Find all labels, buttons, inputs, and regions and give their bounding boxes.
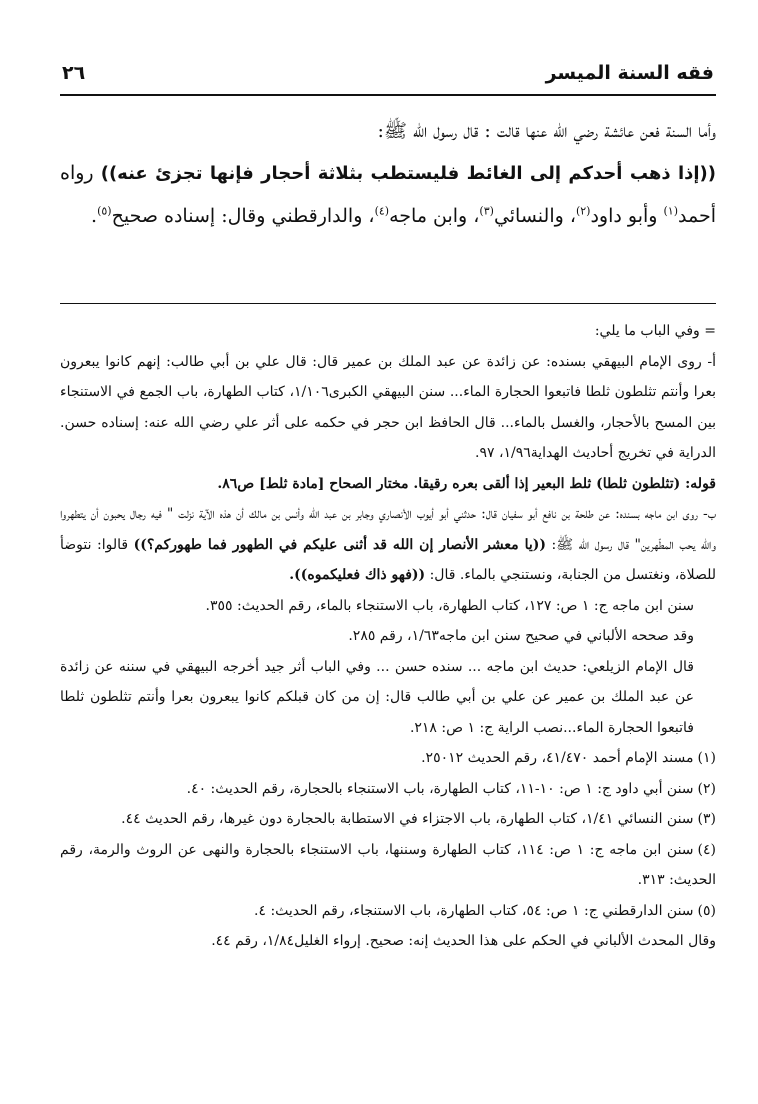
footnote-ref-3[interactable]: (٣) [479, 204, 494, 218]
footnote-ref-2[interactable]: (٢) [575, 204, 591, 218]
note-a-vocab: قوله: (تثلطون ثلطا) ثلط البعير إذا ألقى بعره رقيقا. مختار الصحاح [مادة ثلط] ص٨٦. [217, 475, 716, 492]
footnote-3-text: سنن النسائي ١/٤١، كتاب الطهارة، باب الاجتزاء في الاستطابة بالحجارة دون غيرها، رقم الحديث ٤٤. [121, 811, 694, 827]
note-b-text-2: قالوا: نتوضأ للصلاة، ونغتسل من الجنابة، ونستنجي بالماء. قال: [60, 536, 716, 583]
intro-line: وأما السنة فعن عائشة رضي الله عنها قالت : قال رسول الله ﷺ: [377, 120, 716, 142]
narrator-ibn-majah: ، وابن ماجه [389, 205, 480, 227]
footnote-ref-4[interactable]: (٤) [374, 204, 390, 218]
footnote-5-grading: وقال المحدث الألباني في الحكم على هذا الحديث إنه: صحيح. إرواء الغليل١/٨٤، رقم ٤٤. [211, 933, 716, 949]
page-number: ٢٦ [62, 62, 86, 84]
footnote-5 [60, 896, 716, 927]
hadith-paragraph [60, 152, 716, 237]
notes-lead: = وفي الباب ما يلي: [594, 323, 716, 339]
end-period: . [91, 205, 98, 227]
main-text [60, 110, 716, 237]
footnote-3 [60, 804, 716, 835]
footnote-4-text: سنن ابن ماجه ج: ١ ص: ١١٤، كتاب الطهارة وسننها، باب الاستنجاء بالحجارة والنهى عن الروث والرمة، رقم الحديث: ٣١٣. [60, 841, 716, 888]
footnote-2-text: سنن أبي داود ج: ١ ص: ١٠-١١، كتاب الطهارة، باب الاستنجاء بالحجارة، رقم الحديث: ٤٠. [186, 780, 694, 797]
note-zaylai: قال الإمام الزيلعي: حديث ابن ماجه ... سنده حسن ... وفي الباب أثر جيد أخرجه البيهقي في سننه عن زائدة عن عبد الملك بن عمير عن علي بن أبي طالب قال: إن من كان قبلكم كانوا يبعرون بعرا وأنتم تثلطون ثلطا فاتبعوا الحجارة الماء...نصب الراية ج: ١ ص: ٢١٨. [60, 658, 694, 736]
footnote-3-label: (٣) [697, 811, 716, 827]
footnote-ref-1[interactable]: (١) [663, 204, 679, 218]
footnote-separator [60, 303, 716, 304]
footnote-2 [60, 774, 716, 805]
running-title: فقه السنة الميسر [545, 62, 714, 84]
footnote-1-label: (١) [697, 750, 716, 766]
narrator-ahmad: أحمد [678, 205, 716, 227]
note-b-hadith-1: ((يا معشر الأنصار إن الله قد أثنى عليكم في الطهور فما طهوركم؟)) [133, 536, 546, 553]
note-b-paragraph [60, 499, 716, 591]
rawah-word: رواه [60, 162, 94, 184]
footnotes [60, 316, 716, 957]
hadith-text: ((إذا ذهب أحدكم إلى الغائط فليستطب بثلاثة أحجار فإنها تجزئ عنه)) [100, 163, 716, 184]
footnote-4-label: (٤) [697, 841, 716, 858]
note-b-text-1: ب- روى ابن ماجه بسنده: عن طلحة بن نافع أبو سفيان قال: حدثني أبو أيوب الأنصاري وجابر بن عبد الله وأنس بن مالك أن هذه الآية نزلت " فيه رجال يحبون أن يتطهروا والله يحب المطّهرين" قال رسول الله ﷺ: [60, 506, 717, 553]
narrator-nasai: ، والنسائي [493, 205, 576, 227]
footnote-5-label: (٥) [697, 902, 716, 919]
page-header [60, 60, 716, 96]
footnote-ref-5[interactable]: (٥) [97, 204, 112, 218]
footnote-4 [60, 835, 716, 896]
note-b-source: سنن ابن ماجه ج: ١ ص: ١٢٧، كتاب الطهارة، باب الاستنجاء بالماء، رقم الحديث: ٣٥٥. [205, 597, 694, 614]
footnote-5-text: سنن الدارقطني ج: ١ ص: ٥٤، كتاب الطهارة، باب الاستنجاء، رقم الحديث: ٤. [254, 902, 694, 919]
note-b-hadith-2: ((فهو ذاك فعليكموه)). [289, 567, 426, 583]
footnote-1 [60, 743, 716, 774]
note-b-grading: وقد صححه الألباني في صحيح سنن ابن ماجه١/٦٣، رقم ٢٨٥. [348, 628, 694, 644]
narrator-abu-dawud: وأبو داود [590, 205, 658, 227]
footnote-1-text: مسند الإمام أحمد ٤١/٤٧٠، رقم الحديث ٢٥٠١٢. [421, 750, 694, 766]
note-a-text: أ- روى الإمام البيهقي بسنده: عن زائدة عن عبد الملك بن عمير قال: قال علي بن أبي طالب: إنهم كانوا يبعرون بعرا وأنتم تثلطون ثلطا فاتبعوا الحجارة الماء... سنن البيهقي الكبرى١/١٠٦، كتاب الطهارة، باب الجمع في الاستنجاء بين المسح بالأحجار، والغسل بالماء... قال الحافظ ابن حجر في حكمه على أثر علي رضي الله عنه: إسناده حسن. الدراية في تخريج أحاديث الهداية١/٩٦، ٩٧. [60, 353, 716, 461]
narrator-daraqutni: ، والدارقطني وقال: إسناده صحيح [111, 205, 375, 227]
footnote-2-label: (٢) [697, 780, 716, 797]
